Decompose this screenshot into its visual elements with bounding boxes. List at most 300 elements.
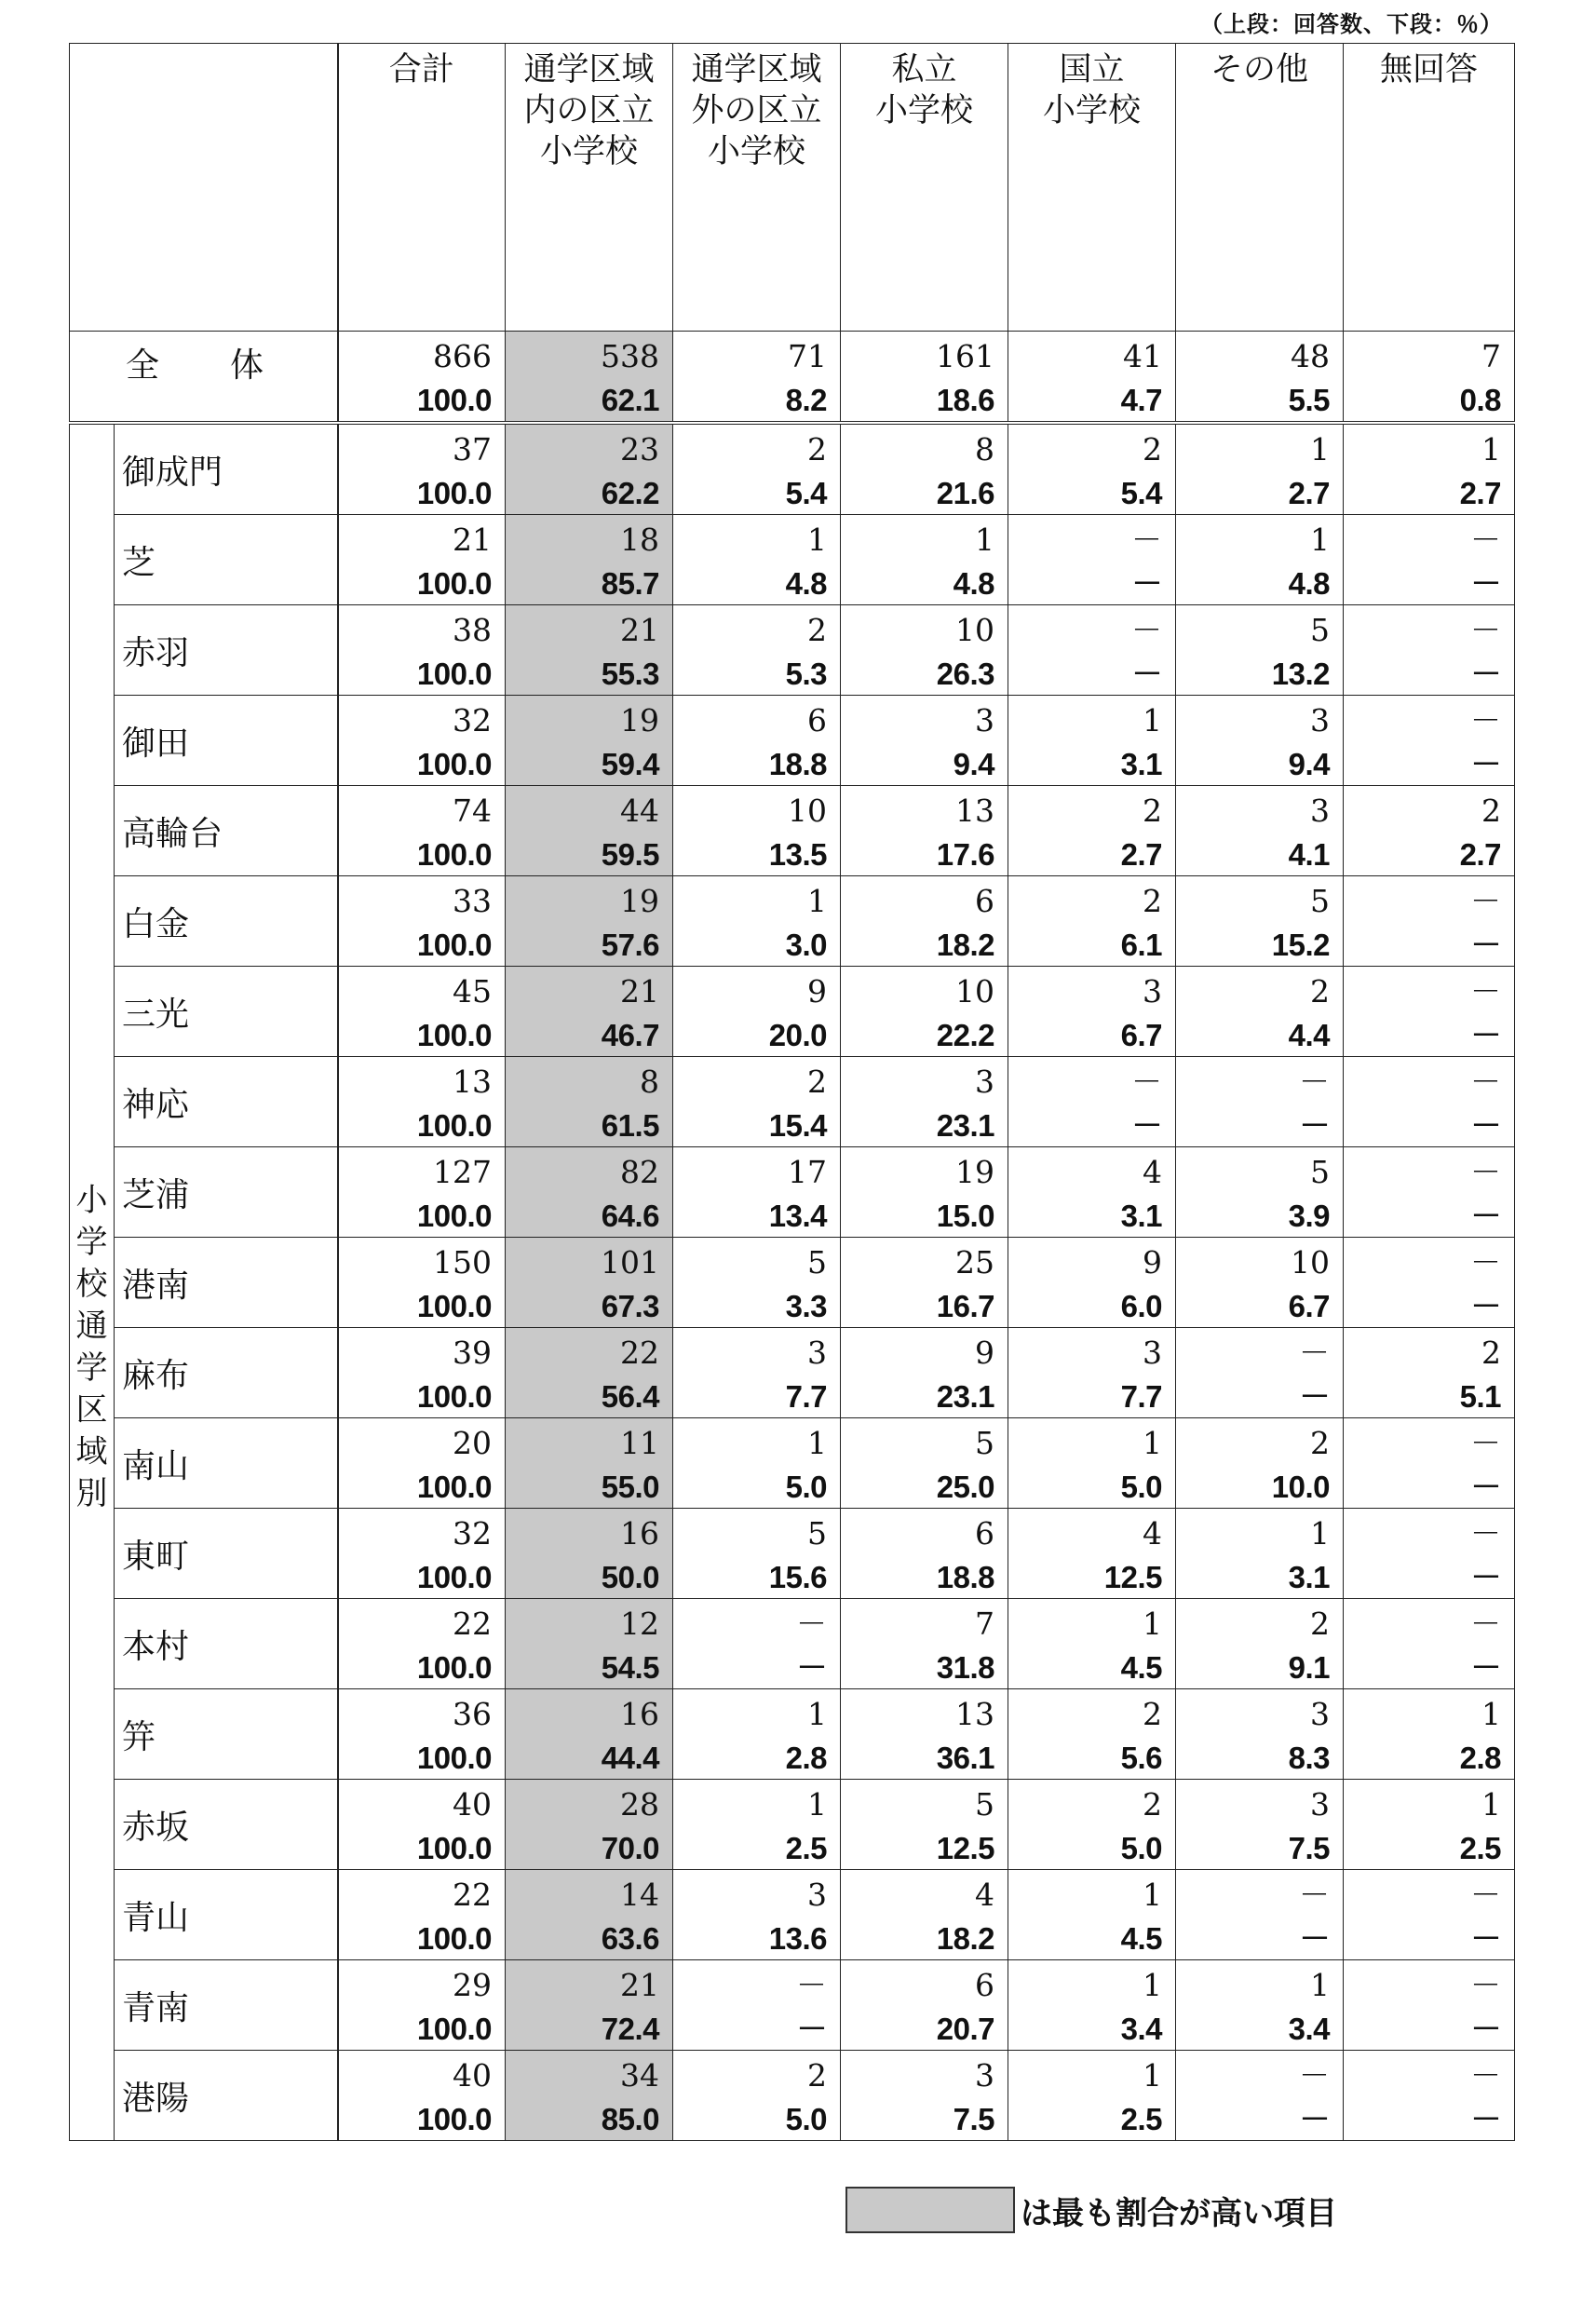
value-cell: [1008, 1780, 1176, 1870]
value-cell: [673, 2051, 841, 2141]
percent-value: 2.5: [785, 1831, 827, 1865]
count-value: 7: [1481, 338, 1501, 374]
value-cell: [506, 1780, 673, 1870]
value-cell: [338, 1599, 506, 1689]
percent-value: 2.7: [1459, 837, 1501, 872]
count-value: 25: [955, 1244, 994, 1281]
percent-value: －: [1131, 1108, 1162, 1143]
percent-value: －: [1470, 1470, 1501, 1504]
percent-value: 100.0: [416, 1741, 492, 1775]
count-value: 4: [1143, 1154, 1162, 1190]
value-cell: [1344, 332, 1515, 424]
percent-value: 44.4: [601, 1741, 659, 1775]
count-value: －: [1470, 1877, 1501, 1913]
count-value: 5: [1310, 612, 1330, 648]
value-cell: [1008, 1057, 1176, 1147]
percent-value: 5.1: [1459, 1379, 1501, 1414]
value-cell: [1176, 1689, 1344, 1780]
value-cell: [1344, 1780, 1515, 1870]
percent-value: 6.0: [1120, 1289, 1162, 1323]
percent-value: －: [1470, 657, 1501, 691]
count-value: 28: [620, 1786, 659, 1823]
percent-value: 5.0: [1120, 1831, 1162, 1865]
count-value: 3: [975, 1064, 994, 1100]
count-value: 3: [1143, 1335, 1162, 1371]
table-row: [70, 1870, 1515, 1960]
count-value: 5: [1310, 883, 1330, 919]
value-cell: [1176, 605, 1344, 696]
value-cell: [506, 1238, 673, 1328]
area-name: 青南: [115, 1960, 338, 2051]
value-cell: [1008, 696, 1176, 786]
value-cell: [1176, 1509, 1344, 1599]
value-cell: [1344, 515, 1515, 605]
count-value: 1: [807, 1696, 827, 1732]
percent-value: －: [1470, 1108, 1501, 1143]
value-cell: [673, 786, 841, 876]
count-value: 1: [1143, 1877, 1162, 1913]
count-value: 1: [1143, 1967, 1162, 2003]
count-value: 39: [453, 1335, 492, 1371]
percent-value: －: [1470, 1199, 1501, 1233]
percent-value: 2.5: [1120, 2102, 1162, 2136]
percent-value: 100.0: [416, 1650, 492, 1685]
percent-value: 100.0: [416, 1289, 492, 1323]
value-cell: [841, 2051, 1008, 2141]
value-cell: [338, 423, 506, 515]
table-row: [70, 876, 1515, 967]
count-value: 74: [453, 793, 492, 829]
count-value: 13: [955, 793, 994, 829]
value-cell: [841, 1328, 1008, 1418]
count-value: 3: [1310, 793, 1330, 829]
value-cell: [1344, 423, 1515, 515]
count-value: 866: [433, 338, 492, 374]
value-cell: [673, 1599, 841, 1689]
count-value: 6: [975, 1515, 994, 1552]
count-value: 5: [807, 1515, 827, 1552]
count-value: 1: [1310, 522, 1330, 558]
count-value: 11: [620, 1425, 659, 1461]
table-row: [70, 1147, 1515, 1238]
count-value: 2: [1310, 1425, 1330, 1461]
count-value: 40: [453, 1786, 492, 1823]
percent-value: 5.0: [1120, 1470, 1162, 1504]
percent-value: 9.1: [1288, 1650, 1330, 1685]
percent-value: 9.4: [953, 747, 994, 781]
count-value: 37: [453, 431, 492, 468]
percent-value: 4.5: [1120, 1650, 1162, 1685]
value-cell: [338, 967, 506, 1057]
value-cell: [506, 605, 673, 696]
value-cell: [1176, 1870, 1344, 1960]
value-cell: [506, 1418, 673, 1509]
percent-value: 4.5: [1120, 1921, 1162, 1956]
column-header: 通学区域 外の区立 小学校: [673, 44, 841, 332]
value-cell: [338, 1147, 506, 1238]
percent-value: －: [796, 1650, 827, 1685]
value-cell: [506, 515, 673, 605]
value-cell: [841, 1599, 1008, 1689]
total-label: 全 体: [70, 332, 338, 424]
area-name: 笄: [115, 1689, 338, 1780]
percent-value: 0.8: [1459, 383, 1501, 417]
percent-value: 4.4: [1288, 1018, 1330, 1052]
percent-value: 23.1: [936, 1108, 994, 1143]
value-cell: [338, 515, 506, 605]
value-cell: [841, 1147, 1008, 1238]
percent-value: 100.0: [416, 1199, 492, 1233]
percent-value: 22.2: [936, 1018, 994, 1052]
area-name: 青山: [115, 1870, 338, 1960]
count-value: 32: [453, 1515, 492, 1552]
count-value: －: [1470, 1425, 1501, 1461]
value-cell: [1008, 786, 1176, 876]
value-cell: [841, 1238, 1008, 1328]
count-value: 1: [1481, 1786, 1501, 1823]
percent-value: 7.7: [1120, 1379, 1162, 1414]
value-cell: [673, 967, 841, 1057]
column-header: 無回答: [1344, 44, 1515, 332]
value-cell: [506, 696, 673, 786]
percent-value: 18.2: [936, 928, 994, 962]
value-cell: [506, 1057, 673, 1147]
value-cell: [1008, 332, 1176, 424]
percent-value: 4.8: [785, 566, 827, 601]
count-value: 2: [1143, 431, 1162, 468]
percent-value: 12.5: [1103, 1560, 1162, 1594]
count-value: 19: [620, 883, 659, 919]
count-value: 40: [453, 2057, 492, 2094]
count-value: －: [1299, 1877, 1330, 1913]
value-cell: [1008, 1960, 1176, 2051]
percent-value: 3.1: [1288, 1560, 1330, 1594]
count-value: －: [796, 1606, 827, 1642]
value-cell: [1176, 2051, 1344, 2141]
percent-value: 3.1: [1120, 1199, 1162, 1233]
count-value: 2: [1143, 1786, 1162, 1823]
count-value: 1: [1143, 2057, 1162, 2094]
count-value: －: [1470, 973, 1501, 1010]
area-name: 御田: [115, 696, 338, 786]
value-cell: [506, 1328, 673, 1418]
percent-value: 5.5: [1288, 383, 1330, 417]
count-value: 2: [807, 431, 827, 468]
percent-value: 15.6: [768, 1560, 827, 1594]
percent-value: 25.0: [936, 1470, 994, 1504]
count-value: 3: [975, 702, 994, 739]
value-cell: [673, 1870, 841, 1960]
percent-value: 100.0: [416, 2012, 492, 2046]
value-cell: [841, 1960, 1008, 2051]
percent-value: 72.4: [601, 2012, 659, 2046]
count-value: 9: [1143, 1244, 1162, 1281]
count-value: 16: [620, 1696, 659, 1732]
count-value: 7: [975, 1606, 994, 1642]
value-cell: [1344, 1147, 1515, 1238]
percent-value: 3.4: [1120, 2012, 1162, 2046]
percent-value: 3.3: [785, 1289, 827, 1323]
value-cell: [1008, 1147, 1176, 1238]
table-row: [70, 1780, 1515, 1870]
value-cell: [1344, 1960, 1515, 2051]
value-cell: [506, 1147, 673, 1238]
value-cell: [1344, 1238, 1515, 1328]
percent-value: －: [1470, 566, 1501, 601]
percent-value: 31.8: [936, 1650, 994, 1685]
value-cell: [673, 1780, 841, 1870]
area-name: 東町: [115, 1509, 338, 1599]
group-label-cell: [70, 423, 115, 2141]
percent-value: 61.5: [601, 1108, 659, 1143]
area-name: 芝浦: [115, 1147, 338, 1238]
percent-value: 4.1: [1288, 837, 1330, 872]
count-value: 1: [1310, 1515, 1330, 1552]
value-cell: [506, 1960, 673, 2051]
count-value: 33: [453, 883, 492, 919]
count-value: 1: [1481, 1696, 1501, 1732]
percent-value: 2.8: [1459, 1741, 1501, 1775]
percent-value: 46.7: [601, 1018, 659, 1052]
percent-value: 6.7: [1120, 1018, 1162, 1052]
count-value: 21: [453, 522, 492, 558]
area-name: 南山: [115, 1418, 338, 1509]
table-row: [70, 605, 1515, 696]
count-value: －: [1470, 1606, 1501, 1642]
percent-value: 70.0: [601, 1831, 659, 1865]
percent-value: －: [1299, 2102, 1330, 2136]
count-value: 4: [975, 1877, 994, 1913]
count-value: 538: [601, 338, 659, 374]
percent-value: －: [1470, 928, 1501, 962]
count-value: －: [1470, 1244, 1501, 1281]
value-cell: [1008, 2051, 1176, 2141]
legend-text: は最も割合が高い項目: [1021, 2194, 1337, 2232]
percent-value: 8.2: [785, 383, 827, 417]
value-cell: [1344, 1509, 1515, 1599]
value-cell: [841, 786, 1008, 876]
count-value: 38: [453, 612, 492, 648]
count-value: 17: [788, 1154, 827, 1190]
count-value: －: [1470, 1064, 1501, 1100]
count-value: －: [1299, 1335, 1330, 1371]
value-cell: [1176, 1238, 1344, 1328]
value-cell: [841, 1870, 1008, 1960]
total-row: [70, 332, 1515, 424]
count-value: 13: [453, 1064, 492, 1100]
value-cell: [1344, 1057, 1515, 1147]
percent-value: 85.7: [601, 566, 659, 601]
count-value: 10: [1291, 1244, 1330, 1281]
percent-value: 62.1: [601, 383, 659, 417]
count-value: 20: [453, 1425, 492, 1461]
count-value: 2: [1143, 883, 1162, 919]
value-cell: [1176, 1057, 1344, 1147]
count-value: 1: [807, 883, 827, 919]
count-value: 10: [955, 612, 994, 648]
count-value: 29: [453, 1967, 492, 2003]
percent-value: 12.5: [936, 1831, 994, 1865]
percent-value: 13.6: [768, 1921, 827, 1956]
count-value: －: [796, 1967, 827, 2003]
value-cell: [1344, 1599, 1515, 1689]
count-value: 1: [807, 522, 827, 558]
value-cell: [673, 605, 841, 696]
percent-value: 3.4: [1288, 2012, 1330, 2046]
value-cell: [673, 696, 841, 786]
percent-value: 8.3: [1288, 1741, 1330, 1775]
count-value: 14: [620, 1877, 659, 1913]
percent-value: 2.7: [1288, 476, 1330, 510]
percent-value: 5.0: [785, 2102, 827, 2136]
percent-value: 100.0: [416, 1018, 492, 1052]
value-cell: [1344, 605, 1515, 696]
area-name: 高輪台: [115, 786, 338, 876]
count-value: －: [1299, 2057, 1330, 2094]
count-value: 1: [1143, 702, 1162, 739]
area-name: 麻布: [115, 1328, 338, 1418]
value-cell: [506, 967, 673, 1057]
column-header: 国立 小学校: [1008, 44, 1176, 332]
percent-value: 100.0: [416, 476, 492, 510]
count-value: 8: [975, 431, 994, 468]
value-cell: [338, 696, 506, 786]
value-cell: [841, 876, 1008, 967]
count-value: 10: [788, 793, 827, 829]
value-cell: [1176, 332, 1344, 424]
percent-value: 23.1: [936, 1379, 994, 1414]
percent-value: 54.5: [601, 1650, 659, 1685]
count-value: 2: [807, 2057, 827, 2094]
value-cell: [1176, 1418, 1344, 1509]
value-cell: [338, 1057, 506, 1147]
count-value: 21: [620, 612, 659, 648]
percent-value: －: [1131, 657, 1162, 691]
percent-value: －: [1299, 1921, 1330, 1956]
percent-value: 100.0: [416, 837, 492, 872]
count-value: 5: [1310, 1154, 1330, 1190]
table-row: [70, 2051, 1515, 2141]
value-cell: [1176, 1328, 1344, 1418]
count-value: 101: [601, 1244, 659, 1281]
percent-value: 6.1: [1120, 928, 1162, 962]
count-value: 23: [620, 431, 659, 468]
count-value: 21: [620, 973, 659, 1010]
value-cell: [673, 423, 841, 515]
percent-value: 5.0: [785, 1470, 827, 1504]
percent-value: 2.7: [1459, 476, 1501, 510]
percent-value: 55.0: [601, 1470, 659, 1504]
value-cell: [673, 876, 841, 967]
percent-value: 3.1: [1120, 747, 1162, 781]
value-cell: [506, 1509, 673, 1599]
percent-value: 7.7: [785, 1379, 827, 1414]
count-value: 9: [975, 1335, 994, 1371]
table-row: [70, 1418, 1515, 1509]
legend: [845, 2187, 1337, 2233]
value-cell: [841, 967, 1008, 1057]
value-cell: [506, 1870, 673, 1960]
count-value: 1: [1310, 1967, 1330, 2003]
value-cell: [506, 2051, 673, 2141]
count-value: －: [1470, 612, 1501, 648]
percent-value: 36.1: [936, 1741, 994, 1775]
column-header: 合計: [338, 44, 506, 332]
value-cell: [1344, 1328, 1515, 1418]
count-value: －: [1131, 522, 1162, 558]
count-value: －: [1470, 883, 1501, 919]
table-row: [70, 1328, 1515, 1418]
count-value: 82: [620, 1154, 659, 1190]
value-cell: [338, 1418, 506, 1509]
percent-value: 5.4: [785, 476, 827, 510]
value-cell: [1176, 423, 1344, 515]
percent-value: －: [1299, 1108, 1330, 1143]
value-cell: [841, 1689, 1008, 1780]
value-cell: [1176, 1780, 1344, 1870]
value-cell: [1176, 1147, 1344, 1238]
value-cell: [1176, 1599, 1344, 1689]
percent-value: 5.3: [785, 657, 827, 691]
count-value: －: [1131, 612, 1162, 648]
value-cell: [841, 1418, 1008, 1509]
column-header: 私立 小学校: [841, 44, 1008, 332]
percent-value: 100.0: [416, 383, 492, 417]
count-value: 19: [955, 1154, 994, 1190]
percent-value: 16.7: [936, 1289, 994, 1323]
percent-value: 57.6: [601, 928, 659, 962]
value-cell: [1176, 967, 1344, 1057]
value-cell: [338, 605, 506, 696]
value-cell: [1008, 876, 1176, 967]
count-value: －: [1470, 702, 1501, 739]
percent-value: 18.6: [936, 383, 994, 417]
count-value: 44: [620, 793, 659, 829]
value-cell: [841, 1057, 1008, 1147]
count-value: 71: [788, 338, 827, 374]
value-cell: [338, 1780, 506, 1870]
percent-value: 9.4: [1288, 747, 1330, 781]
value-cell: [1176, 1960, 1344, 2051]
count-value: 2: [807, 612, 827, 648]
table-row: [70, 1238, 1515, 1328]
count-value: －: [1470, 522, 1501, 558]
count-value: 48: [1291, 338, 1330, 374]
value-cell: [673, 332, 841, 424]
percent-value: 67.3: [601, 1289, 659, 1323]
area-name: 港陽: [115, 2051, 338, 2141]
count-value: 1: [807, 1786, 827, 1823]
percent-value: 59.4: [601, 747, 659, 781]
percent-value: 4.8: [953, 566, 994, 601]
value-cell: [1176, 876, 1344, 967]
count-value: 3: [807, 1877, 827, 1913]
value-cell: [506, 1689, 673, 1780]
count-value: 1: [975, 522, 994, 558]
count-value: 19: [620, 702, 659, 739]
count-value: 1: [1310, 431, 1330, 468]
value-cell: [841, 423, 1008, 515]
value-cell: [1008, 515, 1176, 605]
table-row: [70, 515, 1515, 605]
percent-value: 56.4: [601, 1379, 659, 1414]
table-row: [70, 1599, 1515, 1689]
column-header: その他: [1176, 44, 1344, 332]
value-cell: [1344, 1689, 1515, 1780]
value-cell: [841, 696, 1008, 786]
count-value: 2: [1310, 1606, 1330, 1642]
count-value: 2: [1481, 793, 1501, 829]
